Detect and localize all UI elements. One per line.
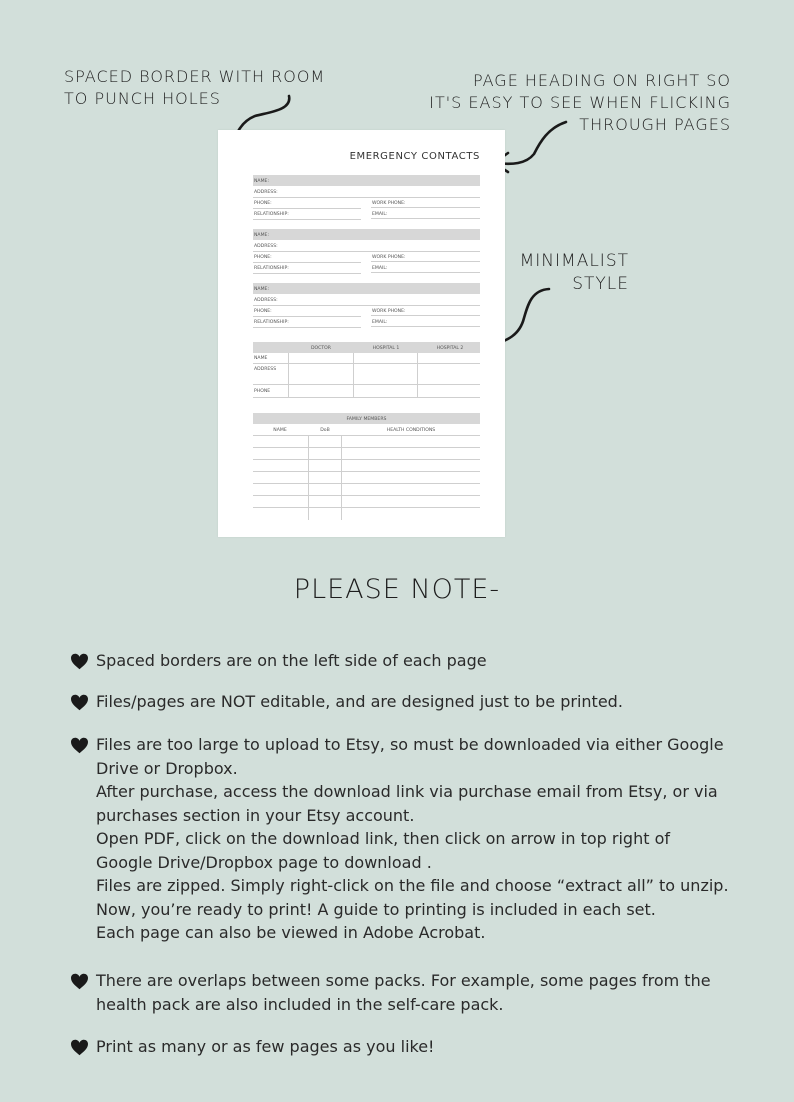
family-table-body (253, 436, 480, 520)
field-label: RELATIONSHIP: (254, 211, 289, 217)
contact-name-row (253, 175, 480, 186)
contact-relationship-row (253, 316, 480, 327)
field-label: NAME: (254, 232, 269, 238)
note-text: After purchase, access the download link via purchase email from Etsy, or via (96, 782, 718, 801)
field-label: PHONE: (254, 255, 272, 261)
note-text: health pack are also included in the self-care pack. (96, 994, 504, 1014)
contact-block (253, 229, 480, 273)
column-header: DoB (320, 428, 330, 433)
contact-phone-row (253, 252, 480, 263)
callout-page-heading (429, 70, 731, 136)
callout-line: STYLE (572, 274, 629, 294)
note-text: Drive or Dropbox. (96, 758, 238, 778)
page-heading: EMERGENCY CONTACTS (349, 151, 480, 162)
field-label: EMAIL: (372, 265, 388, 271)
row-label: NAME (254, 356, 268, 361)
field-label: EMAIL: (372, 211, 388, 217)
callout-line: SPACED BORDER WITH ROOM (64, 67, 326, 86)
column-header: NAME (273, 428, 287, 433)
column-header: HEALTH CONDITIONS (386, 428, 436, 433)
note-text: Spaced borders are on the left side of each page (96, 651, 487, 670)
note-text: Each page can also be viewed in Adobe Acrobat. (96, 923, 486, 942)
family-table-title (253, 413, 480, 424)
column-header: DOCTOR (311, 345, 331, 351)
heart-icon (70, 653, 89, 670)
family-members-table (253, 413, 480, 520)
callout-punch-holes (64, 66, 325, 110)
callout-line: PAGE HEADING ON RIGHT SO (473, 71, 731, 90)
field-label: RELATIONSHIP: (254, 319, 289, 325)
heart-icon (70, 1039, 89, 1056)
note-text: Files/pages are NOT editable, and are designed just to be printed. (96, 692, 623, 711)
field-label: EMAIL: (372, 319, 388, 325)
note-text: Files are too large to upload to Etsy, so must be downloaded via either Google (96, 735, 724, 754)
note-text: Open PDF, click on the download link, then click on arrow in top right of (96, 829, 670, 848)
medical-table-body (253, 353, 480, 398)
row-label: PHONE (254, 389, 271, 394)
contact-phone-row (253, 306, 480, 317)
column-header: HOSPITAL 2 (436, 345, 464, 351)
contact-name-row (253, 283, 480, 294)
field-label: ADDRESS: (254, 297, 278, 303)
note-item (70, 649, 770, 673)
contact-address-row (253, 294, 480, 306)
note-text: Now, you’re ready to print! A guide to printing is included in each set. (96, 899, 656, 919)
callout-line: IT'S EASY TO SEE WHEN FLICKING (429, 93, 731, 112)
contact-block (253, 175, 480, 219)
field-label: WORK PHONE: (372, 201, 406, 207)
field-label: PHONE: (254, 201, 272, 207)
note-text: Google Drive/Dropbox page to download . (96, 852, 432, 872)
table-title: FAMILY MEMBERS (346, 416, 387, 422)
note-text: Files are zipped. Simply right-click on the file and choose “extract all” to unzip. (96, 876, 729, 895)
medical-contacts-table (253, 342, 480, 398)
callout-line: MINIMALIST (519, 251, 629, 271)
field-label: PHONE: (254, 309, 272, 315)
note-item (70, 969, 770, 1016)
heart-icon (70, 694, 89, 711)
row-label: ADDRESS (254, 367, 277, 372)
callout-minimalist (514, 250, 629, 296)
contact-phone-row (253, 198, 480, 209)
please-note-heading: PLEASE NOTE- (293, 574, 501, 605)
contact-relationship-row (253, 262, 480, 273)
heart-icon (70, 973, 89, 990)
note-text: purchases section in your Etsy account. (96, 805, 415, 825)
note-item (70, 1035, 770, 1059)
field-label: RELATIONSHIP: (254, 265, 289, 271)
planner-page-preview (218, 130, 505, 537)
contact-name-row (253, 229, 480, 240)
heart-icon (70, 737, 89, 754)
family-table-columns (253, 424, 480, 436)
contact-address-row (253, 240, 480, 252)
medical-table-header (253, 342, 480, 353)
field-label: NAME: (254, 178, 269, 184)
field-label: WORK PHONE: (372, 309, 406, 315)
contact-block (253, 283, 480, 327)
callout-line: THROUGH PAGES (579, 115, 731, 134)
field-label: ADDRESS: (254, 243, 278, 249)
contact-address-row (253, 186, 480, 198)
field-label: ADDRESS: (254, 189, 278, 195)
column-header: HOSPITAL 1 (372, 345, 400, 351)
field-label: NAME: (254, 286, 269, 292)
contact-relationship-row (253, 208, 480, 219)
note-text: Print as many or as few pages as you like! (96, 1037, 435, 1056)
note-item (70, 690, 770, 714)
field-label: WORK PHONE: (372, 255, 406, 261)
callout-line: TO PUNCH HOLES (64, 89, 221, 108)
note-item (70, 733, 770, 945)
note-text: There are overlaps between some packs. For example, some pages from the (96, 971, 711, 990)
